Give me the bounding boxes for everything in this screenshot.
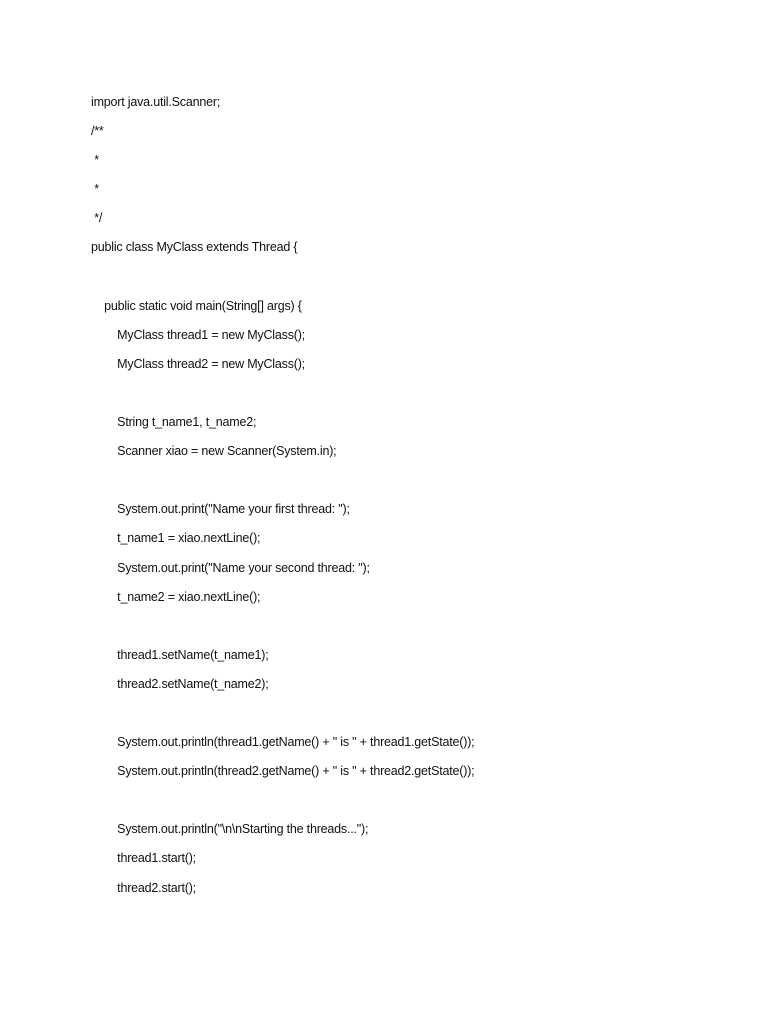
code-line: thread1.start(); (91, 851, 196, 866)
code-line: /** (91, 124, 104, 139)
code-line: MyClass thread2 = new MyClass(); (91, 356, 305, 371)
code-line: System.out.println(thread2.getName() + " is " + thread2.getState()); (91, 764, 475, 779)
code-line: System.out.println(thread1.getName() + " is " + thread1.getState()); (91, 735, 475, 750)
code-line: System.out.print("Name your first thread: "); (91, 502, 350, 517)
blank-line (91, 263, 741, 292)
code-line: String t_name1, t_name2; (91, 415, 257, 430)
code-line: */ (91, 211, 103, 226)
code-line: import java.util.Scanner; (91, 95, 221, 109)
code-line: System.out.print("Name your second thread: "); (91, 560, 370, 575)
code-line: public static void main(String[] args) { (91, 298, 302, 313)
code-line: MyClass thread1 = new MyClass(); (91, 327, 305, 342)
code-line: public class MyClass extends Thread { (91, 240, 298, 255)
code-line: t_name2 = xiao.nextLine(); (91, 589, 261, 604)
blank-line (91, 612, 741, 641)
blank-line (91, 699, 741, 728)
code-line: * (91, 182, 99, 197)
blank-line (91, 379, 741, 408)
blank-line (91, 466, 741, 495)
code-line: t_name1 = xiao.nextLine(); (91, 531, 261, 546)
code-line: thread2.setName(t_name2); (91, 676, 269, 691)
blank-line (91, 786, 741, 815)
code-block (91, 88, 741, 903)
code-line: System.out.println("\n\nStarting the threads..."); (91, 822, 369, 837)
code-line: thread1.setName(t_name1); (91, 647, 269, 662)
code-line: thread2.start(); (91, 880, 196, 895)
code-line: Scanner xiao = new Scanner(System.in); (91, 444, 337, 459)
code-line: * (91, 153, 99, 168)
